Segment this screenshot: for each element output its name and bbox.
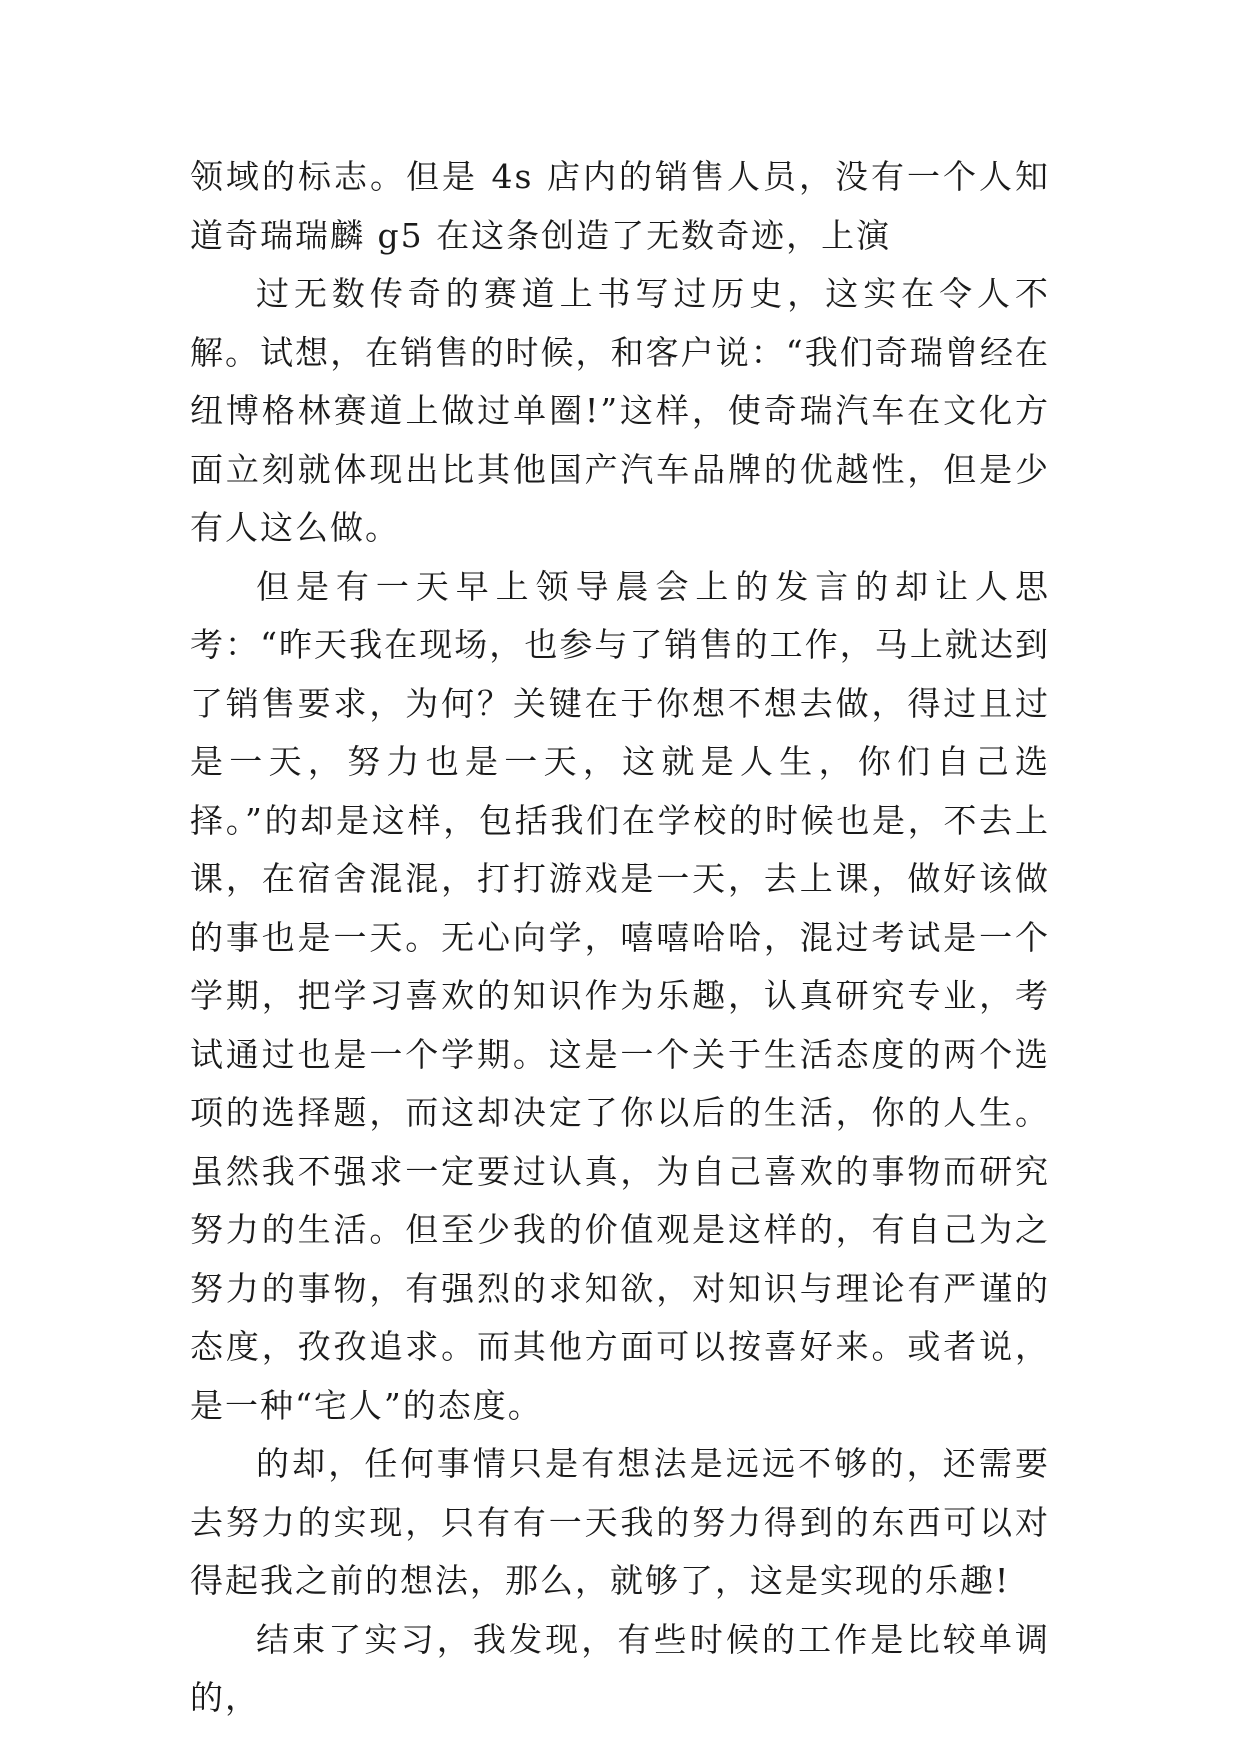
paragraph-2: 过无数传奇的赛道上书写过历史，这实在令人不解。试想，在销售的时候，和客户说：“我们奇瑞曾经在纽博格林赛道上做过单圈!”这样，使奇瑞汽车在文化方面立刻就体现出比其他国产汽车品牌的优越性，但是少有人这么做。 <box>190 274 1050 547</box>
paragraph-4: 的却，任何事情只是有想法是远远不够的，还需要去努力的实现，只有有一天我的努力得到的东西可以对得起我之前的想法，那么，就够了，这是实现的乐趣! <box>190 1444 1050 1600</box>
paragraph-1: 领域的标志。但是 4s 店内的销售人员，没有一个人知道奇瑞瑞麟 g5 在这条创造了无数奇迹，上演 <box>190 157 1050 255</box>
document-body <box>190 148 1050 1728</box>
paragraph-3: 但是有一天早上领导晨会上的发言的却让人思考：“昨天我在现场，也参与了销售的工作，马上就达到了销售要求，为何？关键在于你想不想去做，得过且过是一天，努力也是一天，这就是人生，你们自己选择。”的却是这样，包括我们在学校的时候也是，不去上课，在宿舍混混，打打游戏是一天，去上课，做好该做的事也是一天。无心向学，嘻嘻哈哈，混过考试是一个学期，把学习喜欢的知识作为乐趣，认真研究专业，考试通过也是一个学期。这是一个关于生活态度的两个选项的选择题，而这却决定了你以后的生活，你的人生。虽然我不强求一定要过认真，为自己喜欢的事物而研究努力的生活。但至少我的价值观是这样的，有自己为之努力的事物，有强烈的求知欲，对知识与理论有严谨的态度，孜孜追求。而其他方面可以按喜好来。或者说，是一种“宅人”的态度。 <box>190 566 1050 1425</box>
paragraph-5: 结束了实习，我发现，有些时候的工作是比较单调的， <box>190 1619 1050 1717</box>
